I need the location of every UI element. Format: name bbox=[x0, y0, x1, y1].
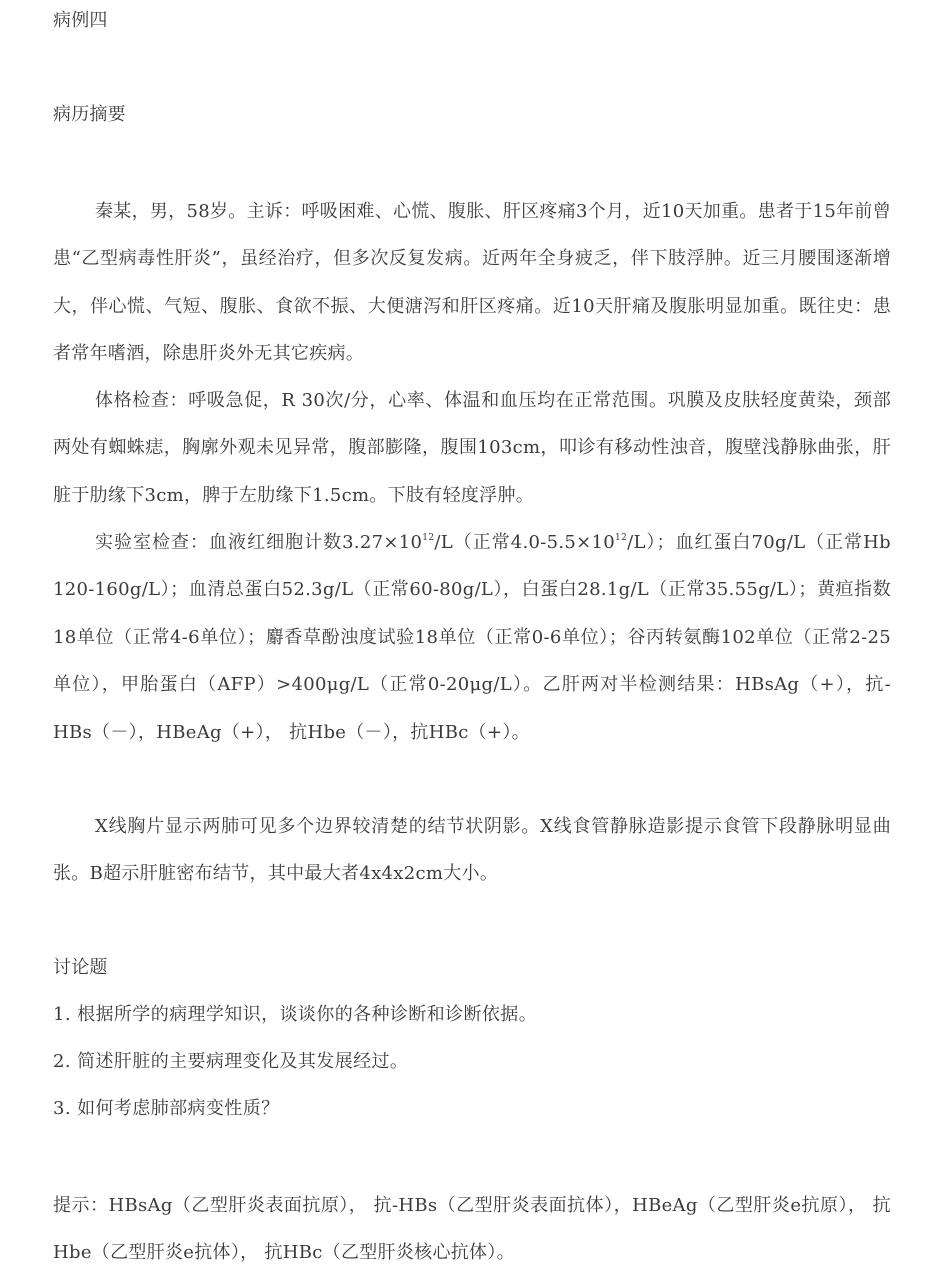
question-2: 2. 简述肝脏的主要病理变化及其发展经过。 bbox=[53, 1051, 409, 1072]
lab-paragraph bbox=[53, 519, 891, 756]
lab-exponent-2: 12 bbox=[615, 533, 628, 543]
question-3: 3. 如何考虑肺部病变性质？ bbox=[53, 1098, 280, 1119]
discussion-heading: 讨论题 bbox=[53, 957, 108, 978]
question-1: 1. 根据所学的病理学知识，谈谈你的各种诊断和诊断依据。 bbox=[53, 1004, 538, 1025]
case-title: 病例四 bbox=[53, 10, 108, 31]
lab-exponent-1: 12 bbox=[422, 533, 435, 543]
hint-paragraph: 提示：HBsAg（乙型肝炎表面抗原）， 抗-HBs（乙型肝炎表面抗体），HBeAg（乙型肝炎e抗原）， 抗Hbe（乙型肝炎e抗体）， 抗HBc（乙型肝炎核心抗体）。 bbox=[53, 1195, 891, 1263]
history-paragraph: 秦某，男，58岁。主诉：呼吸困难、心慌、腹胀、肝区疼痛3个月，近10天加重。患者于15年前曾患“乙型病毒性肝炎”，虽经治疗，但多次反复发病。近两年全身疲乏，伴下肢浮肿。近三月腰围逐渐增大，伴心慌、气短、腹胀、食欲不振、大便溏泻和肝区疼痛。近10天肝痛及腹胀明显加重。既往史：患者常年嗜酒，除患肝炎外无其它疾病。 bbox=[53, 201, 891, 365]
lab-text-1: 实验室检查：血液红细胞计数3.27×10 bbox=[95, 532, 423, 553]
summary-heading: 病历摘要 bbox=[53, 104, 126, 125]
imaging-paragraph: X线胸片显示两肺可见多个边界较清楚的结节状阴影。X线食管静脉造影提示食管下段静脉明显曲张。B超示肝脏密布结节，其中最大者4x4x2cm大小。 bbox=[53, 816, 891, 885]
lab-text-3: /L）；血红蛋白70g/L（正常Hb 120-160g/L）；血清总蛋白52.3g/L（正常60-80g/L），白蛋白28.1g/L（正常35.55g/L）；黄疸指数18单位（正常4-6单位）；麝香草酚浊度试验18单位（正常0-6单位）；谷丙转氨酶102单位（正常2-25单位），甲胎蛋白（AFP）>400μg/L（正常0-20μg/L）。乙肝两对半检测结果：HBsAg（+），抗-HBs（－），HBeAg（+）， 抗Hbe（－），抗HBc（+）。 bbox=[53, 532, 891, 743]
physical-exam-paragraph: 体格检查：呼吸急促，R 30次/分，心率、体温和血压均在正常范围。巩膜及皮肤轻度黄染，颈部两处有蜘蛛痣，胸廓外观未见异常，腹部膨隆，腹围103cm，叩诊有移动性浊音，腹壁浅静脉曲张，肝脏于肋缘下3cm，脾于左肋缘下1.5cm。下肢有轻度浮肿。 bbox=[53, 390, 891, 506]
lab-text-2: /L（正常4.0-5.5×10 bbox=[434, 532, 616, 553]
